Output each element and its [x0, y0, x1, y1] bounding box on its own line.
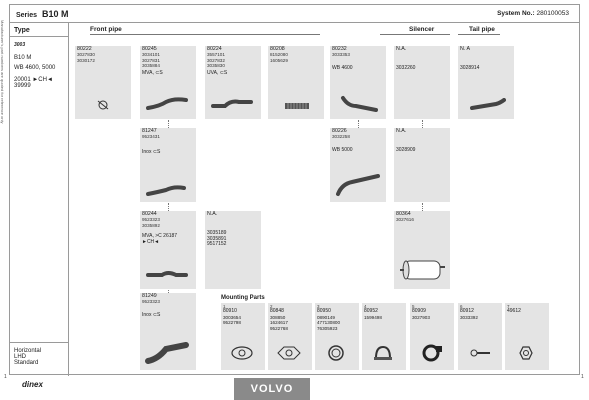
- divider: [10, 36, 68, 37]
- part-ref: 3027830: [77, 52, 95, 58]
- type-heading: Type: [14, 27, 30, 34]
- part-note: 3032260: [396, 65, 416, 72]
- part-code: 80245: [142, 46, 157, 52]
- connector-line: [358, 120, 359, 128]
- part-ref: 3027616: [396, 217, 414, 223]
- part-code: 80909: [412, 308, 426, 315]
- bent-pipe-icon: [146, 182, 186, 198]
- tail-pipe-icon: [470, 98, 506, 112]
- nut-icon: [511, 344, 541, 362]
- series-label: [16, 9, 69, 19]
- mounting-part-3[interactable]: [315, 303, 359, 370]
- part-number: 2: [270, 304, 273, 309]
- part-cell-80244[interactable]: [140, 211, 196, 289]
- page-marker-right: 1: [581, 374, 584, 380]
- type-chassis-from: 20001 ►CH◄: [14, 77, 53, 83]
- part-note: WB 4600: [332, 64, 353, 71]
- group-silencer: Silencer: [409, 26, 435, 33]
- bent-pipe-icon: [146, 267, 188, 283]
- part-code: 80232: [332, 46, 347, 52]
- part-code: 80244: [142, 211, 157, 217]
- part-ref: 477130800: [317, 320, 340, 326]
- part-code: N. A: [460, 46, 471, 52]
- silencer-drum-icon: [398, 255, 446, 283]
- part-code: 80208: [270, 46, 285, 52]
- part-note: 3028914: [460, 65, 480, 72]
- part-cell-80245[interactable]: [140, 46, 196, 119]
- mounting-part-2[interactable]: [268, 303, 312, 370]
- part-ref: 3030172: [77, 57, 95, 63]
- group-bracket: [380, 34, 450, 35]
- part-ref: 3035830: [207, 63, 225, 69]
- part-code: 49612: [507, 308, 521, 315]
- part-ref: 9523323: [142, 217, 160, 223]
- part-ref: 9523431: [142, 134, 160, 140]
- mounting-part-7[interactable]: [505, 303, 549, 370]
- logo-mark: 3003: [14, 42, 26, 48]
- system-number-value: 280100053: [536, 10, 569, 17]
- flex-hose-icon: [284, 100, 310, 112]
- part-cell-80222[interactable]: [75, 46, 131, 119]
- part-note: Inox ⊂S: [142, 311, 161, 318]
- part-ref: 9523323: [142, 299, 160, 305]
- part-code: N.A.: [396, 128, 407, 134]
- mounting-part-1[interactable]: [221, 303, 265, 370]
- part-cell-81247[interactable]: [140, 128, 196, 202]
- part-code: 80364: [396, 211, 411, 217]
- part-note: Inox ⊂S: [142, 148, 161, 155]
- part-note: WB 5000: [332, 146, 353, 153]
- part-ref: 3557101: [207, 52, 225, 58]
- part-cell-81249[interactable]: [140, 293, 196, 370]
- type-wheelbase: WB 4600, 5000: [14, 65, 56, 71]
- divider: [10, 342, 68, 343]
- mounting-part-5[interactable]: [410, 303, 454, 370]
- part-ref: 3003654: [223, 314, 241, 320]
- mounting-part-4[interactable]: [362, 303, 406, 370]
- part-ref: 1624617: [270, 320, 288, 326]
- part-cell-na-silencer-2[interactable]: [394, 128, 450, 202]
- part-ref: 1599498: [364, 314, 382, 320]
- part-ref: 3034101: [142, 52, 160, 58]
- group-bracket: [458, 34, 500, 35]
- part-number: 5: [412, 304, 415, 309]
- header-bar: [10, 5, 579, 23]
- part-note: MVA, ⊂S: [142, 69, 163, 76]
- hanger-icon: [464, 344, 494, 362]
- mounting-parts-heading: Mounting Parts: [221, 295, 265, 301]
- group-front-pipe: Front pipe: [90, 26, 122, 33]
- part-note: 3028909: [396, 147, 416, 154]
- group-bracket: [90, 34, 320, 35]
- bent-pipe-icon: [144, 339, 190, 365]
- part-ref: 3033353: [332, 52, 350, 58]
- part-cell-80226[interactable]: [330, 128, 386, 202]
- part-ref: 3027832: [207, 57, 225, 63]
- part-number: 4: [364, 304, 367, 309]
- vehicle-make-badge: VOLVO: [234, 378, 310, 400]
- part-note: 3035189 3035891 9517152: [207, 230, 227, 248]
- part-number: 6: [460, 304, 463, 309]
- group-tail-pipe: Tail pipe: [469, 26, 495, 33]
- part-code: 80952: [364, 308, 378, 315]
- flange-gasket-icon: [274, 344, 304, 362]
- part-ref: 3033392: [460, 314, 478, 320]
- gasket-icon: [227, 344, 257, 362]
- part-cell-80224[interactable]: [205, 46, 261, 119]
- type-model: B10 M: [14, 55, 32, 61]
- bent-pipe-icon: [334, 172, 382, 198]
- clamp-icon: [368, 344, 398, 362]
- part-code: 81247: [142, 128, 157, 134]
- bent-pipe-icon: [211, 96, 253, 112]
- part-note: UVA, ⊂S: [207, 69, 228, 76]
- part-code: N.A.: [207, 211, 218, 217]
- band-clamp-icon: [416, 344, 446, 362]
- part-code: 80226: [332, 128, 347, 134]
- part-ref: 3035892: [142, 222, 160, 228]
- series-model: B10 M: [41, 9, 69, 19]
- part-code: 80224: [207, 46, 222, 52]
- part-cell-na-front[interactable]: [205, 211, 261, 289]
- system-number: [497, 10, 569, 17]
- layout-drive: LHD: [14, 354, 27, 360]
- part-note: MVA, >C 26187 ►CH◄: [142, 233, 178, 245]
- connector-line: [422, 120, 423, 128]
- system-number-label: System No.:: [497, 10, 535, 17]
- part-ref: 8152080: [270, 52, 288, 58]
- part-ref: 308850: [270, 314, 286, 320]
- connector-line: [168, 120, 169, 128]
- part-code: 80912: [460, 308, 474, 315]
- connector-line: [422, 203, 423, 211]
- part-code: N.A.: [396, 46, 407, 52]
- part-code: 80848: [270, 308, 284, 315]
- part-ref: 1605629: [270, 57, 288, 63]
- part-cell-na-tail[interactable]: [458, 46, 514, 119]
- part-ref: 3027903: [412, 314, 430, 320]
- reference-note: [0, 20, 6, 130]
- connector-line: [168, 203, 169, 211]
- part-ref: 9522768: [270, 325, 288, 331]
- part-number: 3: [317, 304, 320, 309]
- mounting-part-6[interactable]: [458, 303, 502, 370]
- part-ref: 3027831: [142, 57, 160, 63]
- part-cell-na-silencer[interactable]: [394, 46, 450, 119]
- part-number: 7: [507, 304, 510, 309]
- part-ref: 3035884: [142, 63, 160, 69]
- reference-note-text: Manufacturer's part numbers are quoted for reference only: [0, 20, 5, 124]
- flange-pipe-icon: [95, 98, 111, 112]
- layout-version: Standard: [14, 360, 39, 366]
- part-code: 80222: [77, 46, 92, 52]
- series-label-text: Series: [16, 12, 38, 19]
- part-cell-80232[interactable]: [330, 46, 386, 119]
- brand-logo: dinex: [22, 380, 43, 389]
- part-ref: 9522798: [223, 320, 241, 326]
- part-code: 80950: [317, 308, 331, 315]
- layout-orientation: Horizontal: [14, 348, 42, 354]
- part-code: 80910: [223, 308, 237, 315]
- bent-pipe-icon: [146, 96, 188, 112]
- bent-pipe-icon: [340, 94, 380, 114]
- part-ref: 0890149: [317, 314, 335, 320]
- part-ref: 3032258: [332, 134, 350, 140]
- type-chassis-to: 39999: [14, 83, 31, 89]
- part-number: 1: [223, 304, 226, 309]
- ring-gasket-icon: [321, 344, 351, 362]
- part-ref: 76305923: [317, 325, 338, 331]
- page-marker-left: 1: [4, 374, 7, 380]
- part-cell-80364[interactable]: [394, 211, 450, 289]
- part-cell-80208[interactable]: [268, 46, 324, 119]
- part-code: 81249: [142, 293, 157, 299]
- type-column: [10, 22, 69, 376]
